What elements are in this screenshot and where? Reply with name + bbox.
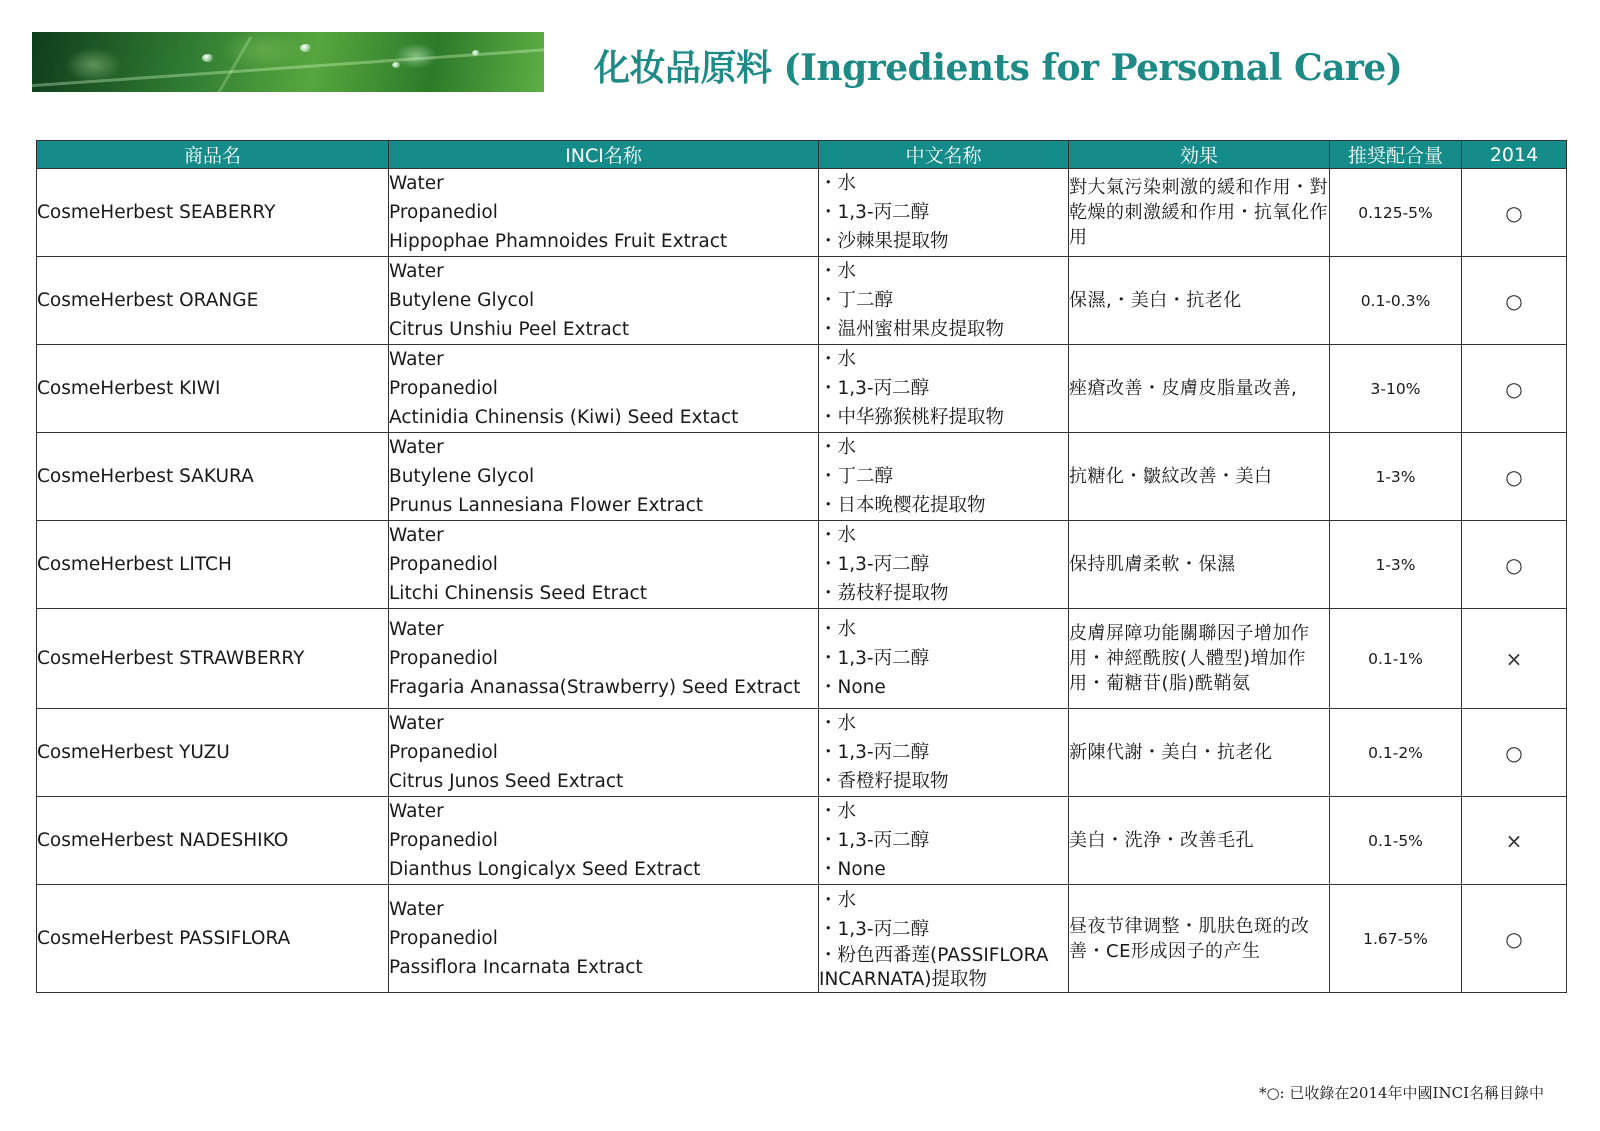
table-row [37,521,1567,609]
dosage-cell: 1-3% [1330,521,1462,609]
chinese-ingredient: ・1,3-丙二醇 [819,378,930,399]
listed-2014-mark: × [1462,797,1567,885]
column-header-inci-name: INCI名称 [389,141,819,169]
inci-name-cell [389,709,819,797]
inci-ingredient: Citrus Junos Seed Extract [389,771,624,792]
chinese-name-cell [819,169,1069,257]
chinese-name-cell [819,521,1069,609]
inci-name-cell [389,433,819,521]
listed-2014-mark: ○ [1462,257,1567,345]
chinese-ingredient: ・温州蜜柑果皮提取物 [819,319,1005,340]
effect-cell: 保濕,・美白・抗老化 [1069,257,1330,345]
column-header-dosage: 推奨配合量 [1330,141,1462,169]
inci-ingredient: Prunus Lannesiana Flower Extract [389,495,704,516]
chinese-ingredient: ・日本晚樱花提取物 [819,495,986,516]
chinese-name-cell [819,257,1069,345]
water-drop-decoration [300,44,312,52]
chinese-ingredient: ・沙棘果提取物 [819,231,949,252]
inci-name-cell [389,257,819,345]
chinese-ingredient: ・1,3-丙二醇 [819,554,930,575]
dosage-cell: 0.1-0.3% [1330,257,1462,345]
inci-ingredient: Propanediol [389,928,498,949]
footnote: *○: 已收錄在2014年中國INCI名稱目錄中 [1258,1084,1544,1102]
inci-ingredient: Litchi Chinensis Seed Etract [389,583,647,604]
chinese-name-cell [819,345,1069,433]
listed-2014-mark: ○ [1462,521,1567,609]
listed-2014-mark: × [1462,609,1567,709]
dosage-cell: 1.67-5% [1330,885,1462,993]
chinese-ingredient: ・水 [819,261,857,282]
chinese-ingredient: ・水 [819,349,857,370]
chinese-ingredient: ・水 [819,713,857,734]
chinese-ingredient: ・水 [819,801,857,822]
chinese-name-cell [819,609,1069,709]
listed-2014-mark: ○ [1462,169,1567,257]
product-name-cell: CosmeHerbest ORANGE [37,257,389,345]
inci-ingredient: Actinidia Chinensis (Kiwi) Seed Extact [389,407,739,428]
inci-ingredient: Water [389,899,444,920]
inci-ingredient: Propanediol [389,648,498,669]
table-row [37,169,1567,257]
inci-name-cell [389,169,819,257]
inci-name-cell [389,797,819,885]
dosage-cell: 0.1-5% [1330,797,1462,885]
listed-2014-mark: ○ [1462,433,1567,521]
inci-ingredient: Water [389,801,444,822]
chinese-ingredient: ・水 [819,525,857,546]
page-title: 化妆品原料 (Ingredients for Personal Care) [594,47,1403,89]
inci-name-cell [389,609,819,709]
inci-ingredient: Water [389,525,444,546]
inci-ingredient: Water [389,349,444,370]
inci-ingredient: Water [389,713,444,734]
dosage-cell: 0.1-2% [1330,709,1462,797]
product-name-cell: CosmeHerbest YUZU [37,709,389,797]
chinese-ingredient: ・1,3-丙二醇 [819,830,930,851]
chinese-ingredient: ・1,3-丙二醇 [819,918,930,940]
chinese-ingredient: ・粉色西番莲(PASSIFLORA INCARNATA)提取物 [819,944,1049,990]
inci-ingredient: Propanediol [389,378,498,399]
leaf-banner-image [32,32,544,92]
chinese-ingredient: ・中华猕猴桃籽提取物 [819,407,1005,428]
column-header-effect: 効果 [1069,141,1330,169]
water-drop-decoration [202,54,214,62]
table-row [37,709,1567,797]
product-name-cell: CosmeHerbest NADESHIKO [37,797,389,885]
chinese-ingredient: ・水 [819,619,857,640]
inci-ingredient: Passiflora Incarnata Extract [389,957,643,978]
water-drop-decoration [392,62,401,68]
chinese-ingredient: ・水 [819,437,857,458]
inci-name-cell [389,521,819,609]
chinese-ingredient: ・丁二醇 [819,466,894,487]
chinese-ingredient: ・1,3-丙二醇 [819,742,930,763]
listed-2014-mark: ○ [1462,345,1567,433]
product-name-cell: CosmeHerbest LITCH [37,521,389,609]
table-row [37,609,1567,709]
inci-ingredient: Propanediol [389,554,498,575]
effect-cell: 抗糖化・皺紋改善・美白 [1069,433,1330,521]
inci-ingredient: Water [389,173,444,194]
chinese-ingredient: ・1,3-丙二醇 [819,202,930,223]
inci-ingredient: Fragaria Ananassa(Strawberry) Seed Extract [389,677,801,698]
table-row [37,433,1567,521]
chinese-ingredient: ・None [819,859,886,880]
chinese-name-cell [819,885,1069,993]
inci-ingredient: Water [389,619,444,640]
inci-ingredient: Water [389,437,444,458]
inci-name-cell [389,345,819,433]
chinese-ingredient: ・香橙籽提取物 [819,771,949,792]
leaf-vein-decoration [215,36,253,92]
product-name-cell: CosmeHerbest SAKURA [37,433,389,521]
effect-cell: 皮膚屏障功能關聯因子增加作用・神經酰胺(人體型)増加作用・葡糖苷(脂)酰鞘氨 [1069,609,1330,709]
table-header-row [37,141,1567,169]
chinese-ingredient: ・荔枝籽提取物 [819,583,949,604]
inci-name-cell [389,885,819,993]
table-row [37,345,1567,433]
table-row [37,257,1567,345]
listed-2014-mark: ○ [1462,885,1567,993]
inci-ingredient: Citrus Unshiu Peel Extract [389,319,630,340]
dosage-cell: 0.1-1% [1330,609,1462,709]
chinese-name-cell [819,433,1069,521]
chinese-ingredient: ・水 [819,173,857,194]
chinese-ingredient: ・None [819,677,886,698]
inci-ingredient: Propanediol [389,830,498,851]
product-name-cell: CosmeHerbest SEABERRY [37,169,389,257]
effect-cell: 痤瘡改善・皮膚皮脂量改善, [1069,345,1330,433]
table-body [37,169,1567,993]
chinese-name-cell [819,797,1069,885]
listed-2014-mark: ○ [1462,709,1567,797]
ingredients-table [36,140,1567,993]
inci-ingredient: Water [389,261,444,282]
leaf-vein-decoration [32,46,544,88]
table-row [37,885,1567,993]
inci-ingredient: Propanediol [389,742,498,763]
effect-cell: 新陳代謝・美白・抗老化 [1069,709,1330,797]
table-row [37,797,1567,885]
dosage-cell: 3-10% [1330,345,1462,433]
effect-cell: 昼夜节律调整・肌肤色斑的改善・CE形成因子的产生 [1069,885,1330,993]
effect-cell: 美白・洗浄・改善毛孔 [1069,797,1330,885]
chinese-name-cell [819,709,1069,797]
column-header-2014: 2014 [1462,141,1567,169]
inci-ingredient: Propanediol [389,202,498,223]
effect-cell: 保持肌膚柔軟・保濕 [1069,521,1330,609]
column-header-chinese-name: 中文名称 [819,141,1069,169]
water-drop-decoration [472,50,480,56]
dosage-cell: 1-3% [1330,433,1462,521]
product-name-cell: CosmeHerbest STRAWBERRY [37,609,389,709]
inci-ingredient: Hippophae Phamnoides Fruit Extract [389,231,728,252]
product-name-cell: CosmeHerbest PASSIFLORA [37,885,389,993]
column-header-product-name: 商品名 [37,141,389,169]
effect-cell: 對大氣污染刺激的緩和作用・對乾燥的刺激緩和作用・抗氧化作用 [1069,169,1330,257]
dosage-cell: 0.125-5% [1330,169,1462,257]
product-name-cell: CosmeHerbest KIWI [37,345,389,433]
chinese-ingredient: ・丁二醇 [819,290,894,311]
chinese-ingredient: ・水 [819,889,857,911]
chinese-ingredient: ・1,3-丙二醇 [819,648,930,669]
inci-ingredient: Dianthus Longicalyx Seed Extract [389,859,701,880]
inci-ingredient: Butylene Glycol [389,466,535,487]
inci-ingredient: Butylene Glycol [389,290,535,311]
